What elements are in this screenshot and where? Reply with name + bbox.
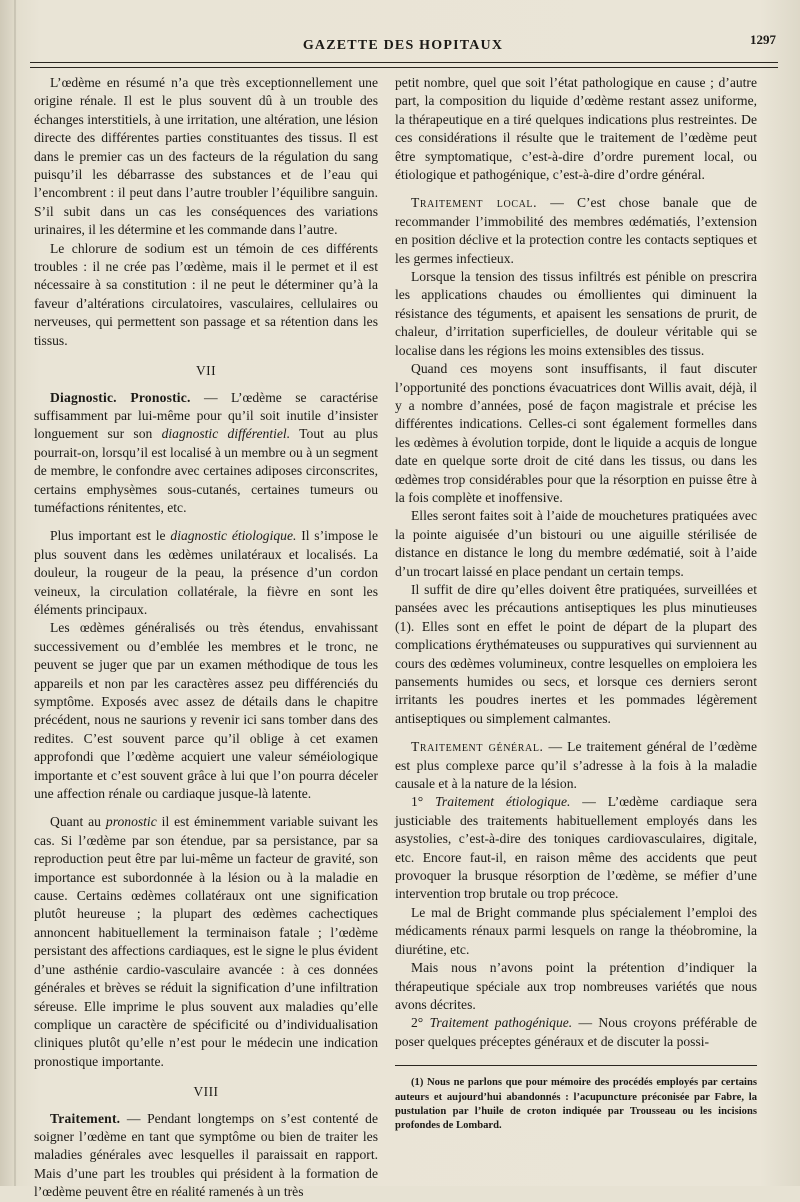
paragraph: Mais nous n’avons point la prétention d’indiquer la thérapeutique spéciale aux trop nombreuses variétés que nous avons décrites. <box>395 960 757 1012</box>
paragraph: Plus important est le diagnostic étiologique. Il s’impose le plus souvent dans les œdèmes unilatéraux et localisés. La douleur, la rougeur de la peau, la présence d’un cordon veineux, la circulation collatérale, la fièvre en sont les éléments principaux. <box>34 528 378 617</box>
paragraph-traitement-local: Traitement local. — C’est chose banale que de recommander l’immobilité des membres œdématiés, l’extension en position déclive et la protection contre les contacts septiques et les germes infectieux. <box>395 195 757 266</box>
emphasis: Traitement pathogénique. <box>429 1015 573 1031</box>
journal-title: GAZETTE DES HOPITAUX <box>302 38 504 53</box>
paragraph-traitement: Traitement. — Pendant longtemps on s’est contenté de soigner l’œdème en tant que symptôme ou bien de traiter les maladies générales avec lesquelles il paraissait en rapport. Mais d’une part les troubles qui président à la formation de l’œdème peuvent être en réalité ramenés à un très <box>34 1110 378 1200</box>
paragraph: L’œdème en résumé n’a que très exceptionnellement une origine rénale. Il est le plus souvent dû à un trouble des échanges interstitiels, à une irritation, une altération, une lésion directe des différentes parties constituantes des tissus. Il est dans le premier cas un des facteurs de la régulation du sang puisqu’il les débarrasse des substances et de l’eau qui l’encombrent : il peut dans l’autre troubler l’équilibre sanguin. S’il subit dans un cas les conséquences des variations urinaires, il les détermine et les commande dans l’autre. <box>34 75 378 238</box>
section-number-viii: VIII <box>193 1084 219 1100</box>
paragraph: 2° Traitement pathogénique. — Nous croyons préférable de poser quelques préceptes généraux et de discuter la possi- <box>395 1015 758 1049</box>
header-rule-thin <box>30 67 778 68</box>
emphasis: diagnostic différentiel. <box>161 426 291 442</box>
page-header <box>28 32 778 60</box>
right-column <box>395 74 757 1134</box>
emphasis: Traitement étiologique. <box>435 794 571 810</box>
paragraph: petit nombre, quel que soit l’état pathologique en cause ; d’autre part, la composition du liquide d’œdème restant assez uniforme, la thérapeutique en a tiré quelques indications plus restreintes. De ces considérations il résulte que le traitement de l’œdème peut être symptomatique, c’est-à-dire d’ordre purement local, ou étiologique et pathogénique, c’est-à-dire d’ordre général. <box>395 75 757 183</box>
footnote: (1) Nous ne parlons que pour mémoire des procédés employés par certains auteurs et aujourd’hui abandonnés : l’acupuncture préconisée par Fabre, la pustulation par l’huile de croton indiquée par Trousseau ou les incisions profondes de Lombard. <box>395 1077 757 1132</box>
header-rule-thick <box>30 62 778 63</box>
paragraph: Il suffit de dire qu’elles doivent être pratiquées, surveillées et pansées avec les précautions antiseptiques les plus minutieuses (1). Elles sont en effet le point de départ de la plupart des complications érythémateuses ou suppuratives qui surviennent au cours des œdèmes volumineux, contre lesquelles on emploiera les pansements humides ou secs, et lorsque ces derniers seront irritants les poudres inertes et les pommades légèrement antiseptiques ou simplement calmantes. <box>395 581 757 726</box>
paragraph: 1° Traitement étiologique. — L’œdème cardiaque sera justiciable des traitements habituellement employés dans les asystolies, c’est-à-dire des toniques cardiovasculaires, digitale, etc. Encore faut-il, en raison même des accidents que peut provoquer la brusque résorption de l’œdème, se méfier d’une intervention trop brutale ou trop précoce. <box>395 794 757 902</box>
section-heading-traitement: Traitement. <box>50 1110 121 1126</box>
emphasis: diagnostic étiologique. <box>170 528 297 544</box>
footnote-rule <box>395 1065 757 1066</box>
page-number: 1297 <box>750 32 776 47</box>
paragraph: Quant au pronostic il est éminemment variable suivant les cas. Si l’œdème par son étendue, par sa persistance, par sa reproduction peut être par lui-même un facteur de gravité, son importance est subordonnée à la lésion ou à la maladie en cause. Certains œdèmes collatéraux ont une signification plutôt heureuse ; la plupart des œdèmes cachectiques annoncent habituellement la terminaison fatale ; l’œdème persistant des affections cardiaques, est le signe le plus évident d’une asthénie cardio-vasculaire avancée : à ces données générales et brèves se réduit la signification d’une infiltration séreuse. Elle imprime le plus souvent aux maladies qu’elle complique un caractère de spécificité ou d’individualisation cliniques plutôt qu’elle n’est pour le médecin une indication pronostique importante. <box>34 814 378 1069</box>
paragraph: Elles seront faites soit à l’aide de mouchetures pratiquées avec la pointe aiguisée d’un bistouri ou une aiguille stérilisée de distance en distance le long du membre œdématié, soit à l’aide d’un trocart laissé en place pendant un certain temps. <box>395 508 757 579</box>
paragraph: Le mal de Bright commande plus spécialement l’emploi des médicaments rénaux parmi lesquels on range la théobromine, la diurétine, etc. <box>395 904 757 957</box>
section-heading-diagnostic: Diagnostic. Pronostic. <box>50 389 191 405</box>
subheading-traitement-local: Traitement local. <box>411 195 538 211</box>
paragraph: Lorsque la tension des tissus infiltrés est pénible on prescrira les applications chaudes ou émollientes qui diminuent la résistance des téguments, et apaisent les sensations de prurit, de chaleur, d’irritation superficielles, de douleur véritable qui se localise dans les régions les moins extensibles des tissus. <box>395 269 757 358</box>
paragraph: Le chlorure de sodium est un témoin de ces différents troubles : il ne crée pas l’œdème, mais il le permet et il est nécessaire à sa constitution : il ne peut le déterminer qu’à la faveur d’altérations circulatoires, vasculaires, cellulaires ou nerveuses, qui permettent son passage et sa rétention dans les tissus. <box>34 240 378 348</box>
left-column <box>34 74 378 1202</box>
paragraph-diagnostic: Diagnostic. Pronostic. — L’œdème se caractérise suffisamment par lui-même pour qu’il soit inutile d’insister longuement sur son diagnostic différentiel. Tout au plus pourrait-on, lorsqu’il est localisé à un membre ou à un segment de membre, le confondre avec certaines adiposes circonscrites, certains emphysèmes sous-cutanés, certaines tumeurs ou tuméfactions rénitentes, etc. <box>34 389 379 515</box>
paragraph: Les œdèmes généralisés ou très étendus, envahissant successivement ou d’emblée les membres et le tronc, ne peuvent se juger que par un examen méthodique de tous les appareils et non par les caractères assez peu différenciés du symptôme. Exposés avec assez de détails dans le chapitre précédent, nous ne saurions y revenir ici sans tomber dans des redites. C’est souvent parce qu’il oblige à cet examen approfondi que l’œdème acquiert une valeur séméiologique importante et c’est souvent grâce à lui que l’on pourra déceler une affection rénale ou cardiaque jusque-là latente. <box>34 620 378 802</box>
subheading-traitement-general: Traitement général. <box>411 739 544 755</box>
paragraph-traitement-general: Traitement général. — Le traitement général de l’œdème est plus complexe parce qu’il s’adresse à la fois à la maladie causale et à la nature de la lésion. <box>395 739 757 792</box>
page-fold-shadow <box>14 0 16 1186</box>
emphasis: pronostic <box>105 814 157 830</box>
section-number-vii: VII <box>195 363 217 379</box>
paragraph: Quand ces moyens sont insuffisants, il faut discuter l’opportunité des ponctions évacuatrices dont Willis avait, déjà, il y a nombre d’années, posé de façon magistrale et précise les différentes indications. Celles-ci sont également formelles dans les œdèmes à évolution torpide, dont le liquide a acquis de longue date en quelque sorte droit de cité dans les tissus, ou dans les œdèmes trop considérables pour que la résorption en puisse être à la fois complète et inoffensive. <box>395 361 757 505</box>
